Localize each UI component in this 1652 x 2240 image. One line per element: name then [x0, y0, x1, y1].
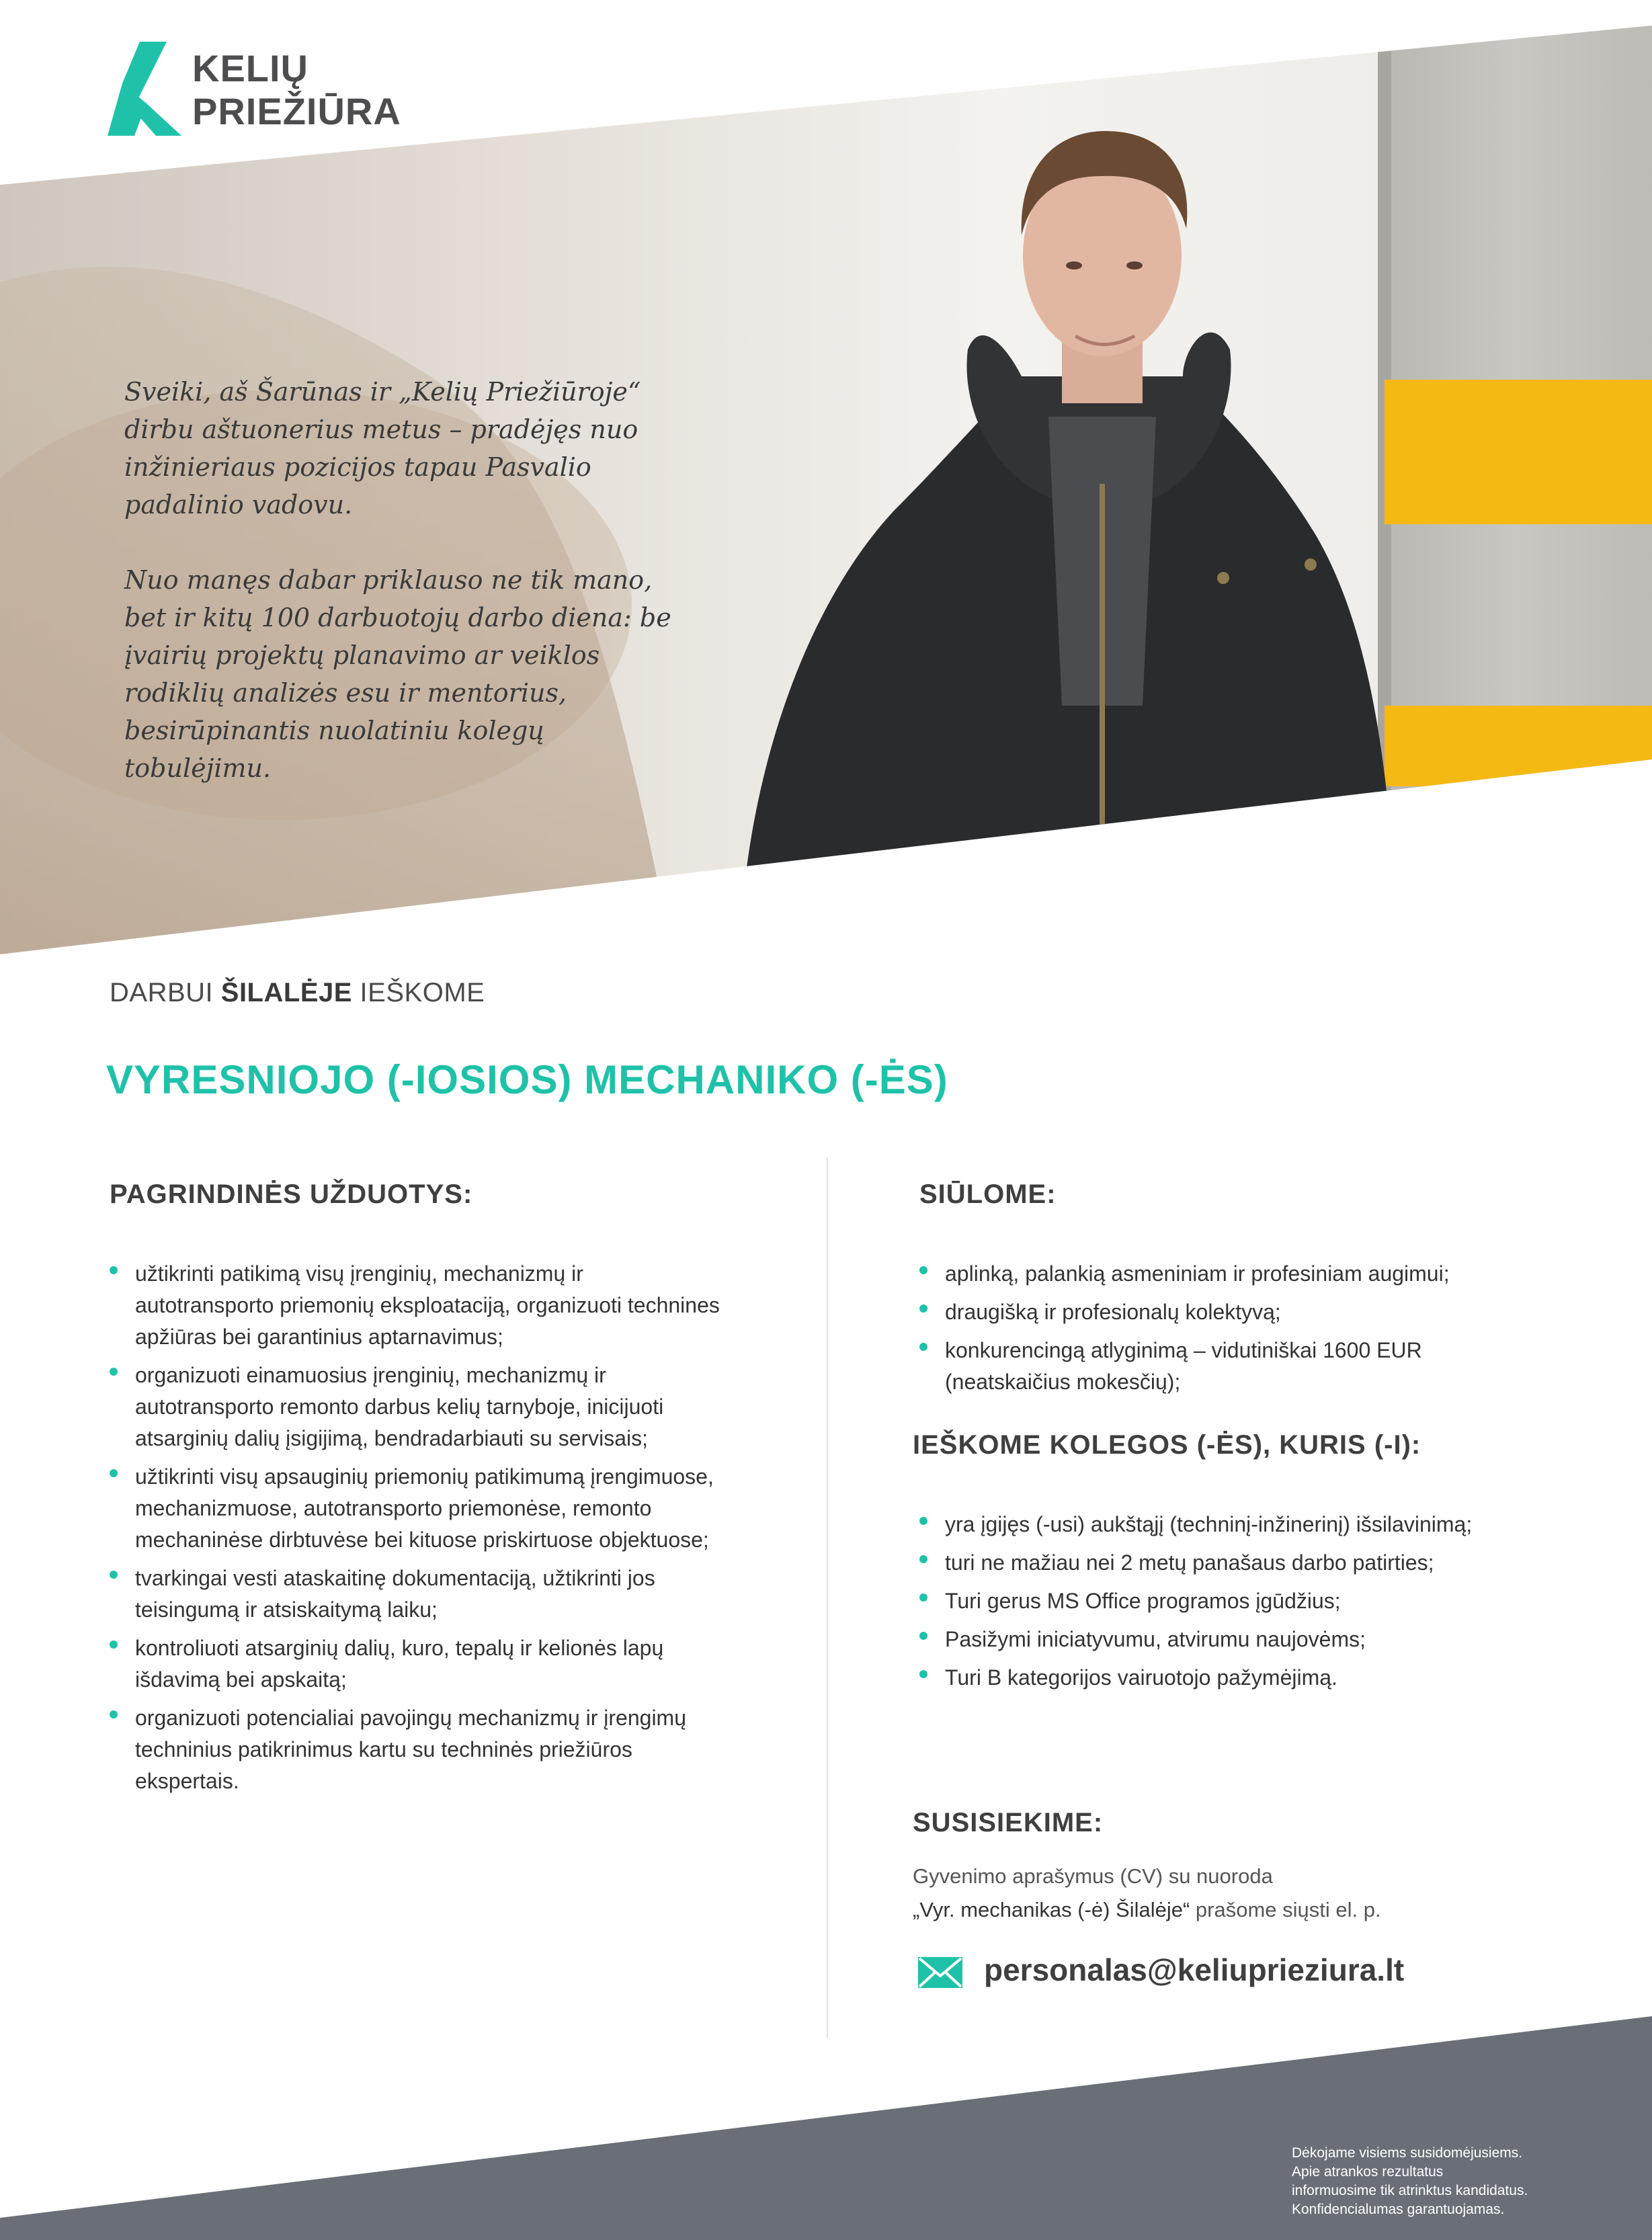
contact-section	[913, 1808, 1531, 1927]
list-item: konkurencingą atlyginimą – vidutiniškai 1600 EUR (neatskaičius mokesčių);	[919, 1335, 1511, 1398]
logo-line-1: KELIŲ	[192, 47, 308, 89]
tasks-heading: PAGRINDINĖS UŽDUOTYS:	[110, 1179, 473, 1209]
list-item: draugišką ir profesionalų kolektyvą;	[919, 1296, 1511, 1328]
list-item: kontroliuoti atsarginių dalių, kuro, tepalų ir kelionės lapų išdavimą bei apskaitą;	[110, 1632, 728, 1696]
contact-line-1: Gyvenimo aprašymus (CV) su nuoroda	[913, 1864, 1273, 1888]
list-item: yra įgijęs (-usi) aukštąjį (techninį-inžinerinį) išsilavinimą;	[919, 1509, 1518, 1540]
logo-mark-icon	[108, 42, 181, 136]
contact-heading: SUSISIEKIME:	[913, 1808, 1104, 1837]
eyebrow-pre: DARBUI	[110, 978, 214, 1007]
contact-subject: „Vyr. mechanikas (-ė) Šilalėje“	[913, 1898, 1190, 1921]
list-item: tvarkingai vesti ataskaitinę dokumentaciją, užtikrinti jos teisingumą ir atsiskaitymą laiku;	[110, 1563, 728, 1626]
list-item: organizuoti einamuosius įrenginių, mechanizmų ir autotransporto remonto darbus kelių tarnyboje, inicijuoti atsarginių dalių įsigijimą, bendradarbiauti su servisais;	[110, 1360, 728, 1454]
envelope-icon	[917, 1956, 964, 1989]
column-divider	[827, 1157, 828, 2038]
footer-line: Dėkojame visiems susidomėjusiems.	[1292, 2145, 1523, 2161]
eyebrow-city: ŠILALĖJE	[220, 978, 352, 1007]
list-item: Turi gerus MS Office programos įgūdžius;	[919, 1585, 1518, 1617]
quote-paragraph-1: Sveiki, aš Šarūnas ir „Kelių Priežiūroje“ dirbu aštuonerius metus – pradėjęs nuo inžinieriaus pozicijos tapau Pasvalio padalinio vadovu.	[124, 377, 641, 520]
offer-section	[919, 1179, 1511, 1405]
footer-note	[1292, 2144, 1641, 2219]
list-item: Turi B kategorijos vairuotojo pažymėjimą.	[919, 1662, 1518, 1694]
contact-line-2-rest: prašome siųsti el. p.	[1190, 1898, 1381, 1921]
quote-paragraph-2: Nuo manęs dabar priklauso ne tik mano, bet ir kitų 100 darbuotojų darbo diena: be įvairių projektų planavimo ar veiklos rodiklių analizės esu ir mentorius, besirūpinantis nuolatiniu kolegų tobulėjimu.	[124, 565, 671, 783]
requirements-heading: IEŠKOME KOLEGOS (-ĖS), KURIS (-I):	[913, 1430, 1421, 1460]
job-location-eyebrow	[110, 978, 485, 1008]
hero-quote	[124, 373, 689, 825]
requirements-section	[913, 1430, 1518, 1700]
offer-list	[919, 1258, 1511, 1398]
eyebrow-post: IEŠKOME	[360, 978, 485, 1007]
footer-line: Konfidencialumas garantuojamas.	[1292, 2202, 1505, 2217]
email-link[interactable]: personalas@keliuprieziura.lt	[984, 1952, 1405, 1987]
tasks-list	[110, 1258, 728, 1797]
footer-line: Apie atrankos rezultatus	[1292, 2164, 1444, 2180]
list-item: užtikrinti visų apsauginių priemonių patikimumą įrengimuose, mechanizmuose, autotransporto priemonėse, remonto mechaninėse dirbtuvėse bei kituose priskirtuose objektuose;	[110, 1461, 728, 1556]
requirements-list	[919, 1509, 1518, 1694]
contact-line-2	[913, 1893, 1531, 1927]
list-item: organizuoti potencialiai pavojingų mechanizmų ir įrengimų techninius patikrinimus kartu su techninės priežiūros ekspertais.	[110, 1702, 728, 1797]
list-item: Pasižymi iniciatyvumu, atvirumu naujovėms;	[919, 1624, 1518, 1655]
list-item: aplinką, palankią asmeniniam ir profesiniam augimui;	[919, 1258, 1511, 1290]
offer-heading: SIŪLOME:	[919, 1179, 1057, 1209]
job-title: VYRESNIOJO (-IOSIOS) MECHANIKO (-ĖS)	[106, 1057, 948, 1102]
logo-line-2: PRIEŽIŪRA	[192, 90, 401, 132]
footer-line: informuosime tik atrinktus kandidatus.	[1292, 2183, 1528, 2198]
list-item: užtikrinti patikimą visų įrenginių, mechanizmų ir autotransporto priemonių eksploataciją, organizuoti technines apžiūras bei garantinius aptarnavimus;	[110, 1258, 728, 1353]
list-item: turi ne mažiau nei 2 metų panašaus darbo patirties;	[919, 1547, 1518, 1579]
contact-instructions	[913, 1860, 1531, 1927]
tasks-section	[110, 1179, 728, 1804]
